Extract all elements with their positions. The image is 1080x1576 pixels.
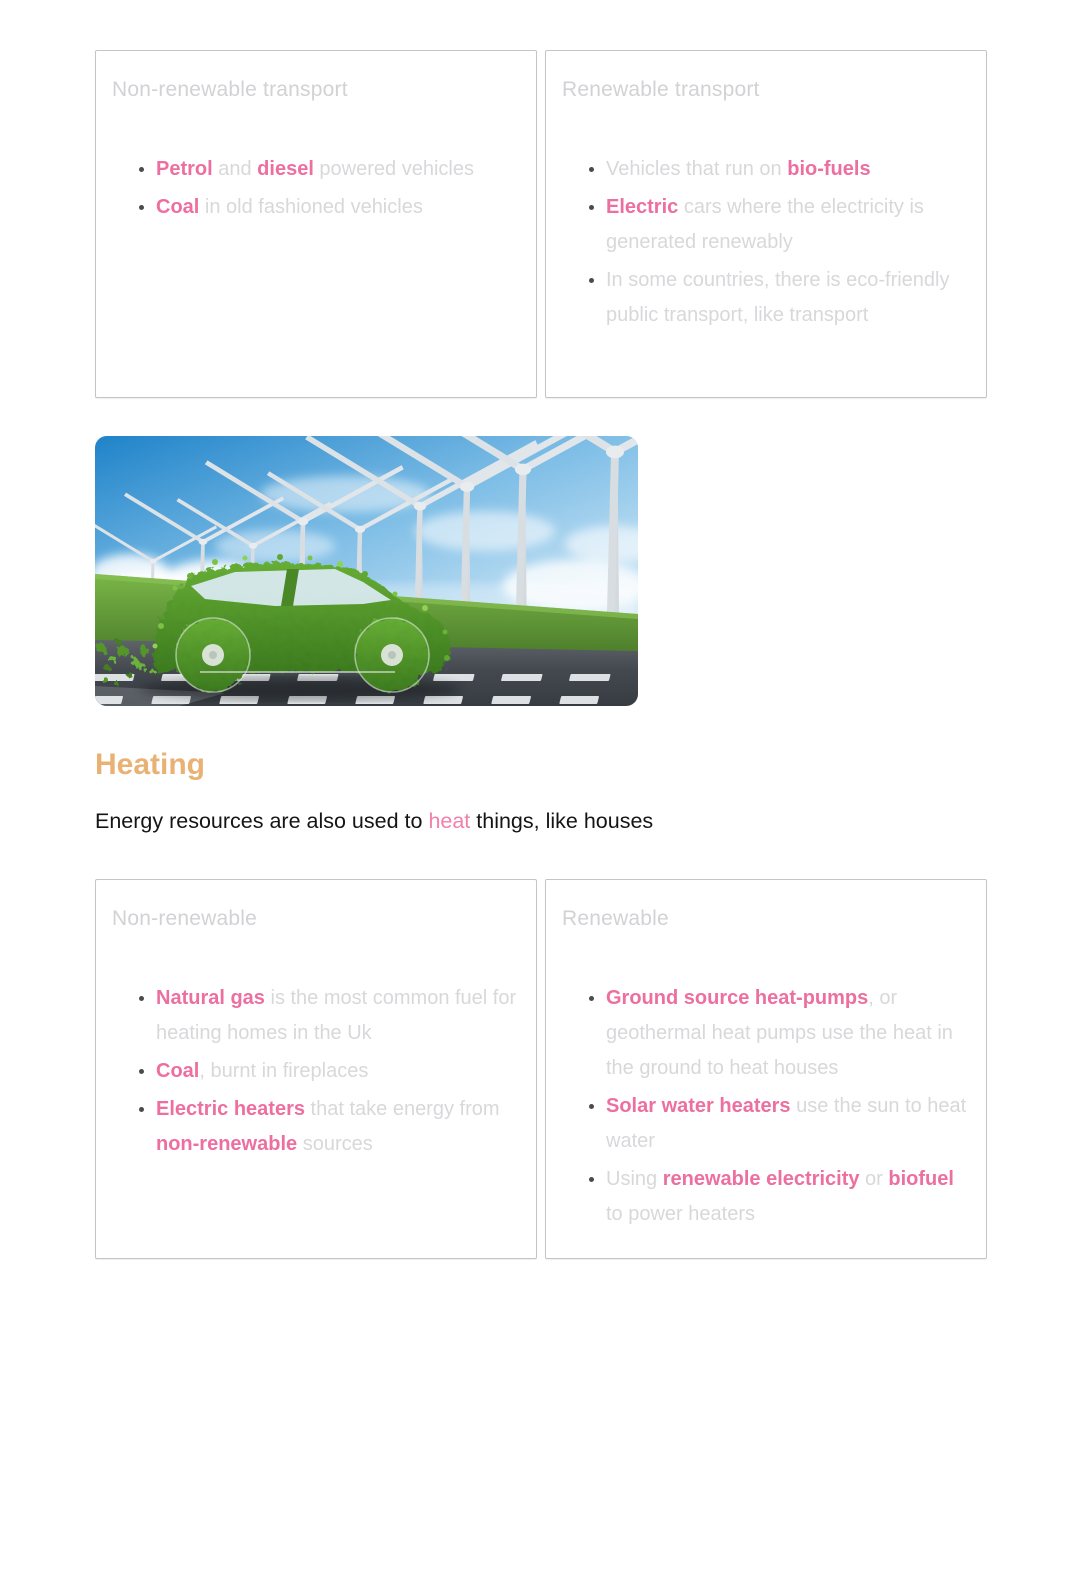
emphasis-text: renewable electricity xyxy=(662,1168,860,1190)
emphasis-text: Solar water heaters xyxy=(606,1095,791,1117)
bullet-item xyxy=(606,190,970,260)
plain-text: Vehicles that run on xyxy=(606,158,788,180)
green-leaf-car-image xyxy=(95,436,638,706)
bullet-item xyxy=(156,981,520,1051)
box-title-renewable-transport: Renewable transport xyxy=(562,78,760,101)
emphasis-text: bio-fuels xyxy=(787,158,871,180)
emphasis-text: Ground source heat-pumps xyxy=(606,987,869,1009)
plain-text: cars where the electricity is generated renewably xyxy=(606,196,924,253)
emphasis-text: Electric heaters xyxy=(156,1098,305,1120)
renewable-heating-box xyxy=(545,879,987,1259)
plain-text: things, like houses xyxy=(470,809,654,833)
non-renewable-heating-box xyxy=(95,879,537,1259)
heating-heading: Heating xyxy=(95,748,206,781)
emphasis-text: heat xyxy=(428,809,471,833)
non-renewable-transport-box xyxy=(95,50,537,398)
bullet-item xyxy=(156,152,520,187)
plain-text: Energy resources are also used to xyxy=(95,809,429,833)
emphasis-text: biofuel xyxy=(888,1168,954,1190)
renewable-transport-box xyxy=(545,50,987,398)
document-page xyxy=(0,50,1080,1259)
emphasis-text: Petrol xyxy=(156,158,213,180)
renewable-heating-list xyxy=(562,981,970,1232)
bullet-item xyxy=(606,263,970,333)
plain-text: in old fashioned vehicles xyxy=(199,196,423,218)
bullet-item xyxy=(606,1162,970,1232)
plain-text: sources xyxy=(297,1133,373,1155)
plain-text: In some countries, there is eco-friendly public transport, like transport xyxy=(606,269,950,326)
box-title-non-renewable-transport: Non-renewable transport xyxy=(112,78,348,101)
plain-text: that take energy from xyxy=(304,1098,500,1120)
plain-text: and xyxy=(212,158,258,180)
bullet-item xyxy=(606,1089,970,1159)
green-leaf-car-illustration xyxy=(95,436,638,706)
non-renewable-transport-list xyxy=(112,152,520,225)
transport-comparison-section xyxy=(95,50,987,398)
plain-text: to power heaters xyxy=(606,1203,755,1225)
heating-comparison-section xyxy=(95,879,987,1259)
plain-text: , burnt in fireplaces xyxy=(199,1060,369,1082)
bullet-item xyxy=(606,152,970,187)
emphasis-text: Electric xyxy=(606,196,679,218)
plain-text: , or geothermal heat pumps use the heat in the ground to heat houses xyxy=(606,987,953,1079)
emphasis-text: Coal xyxy=(156,196,200,218)
emphasis-text: Coal xyxy=(156,1060,200,1082)
box-title-renewable-heating: Renewable xyxy=(562,907,669,930)
plain-text: is the most common fuel for heating homes in the Uk xyxy=(156,987,517,1044)
bullet-item xyxy=(156,190,520,225)
plain-text: Using xyxy=(606,1168,663,1190)
plain-text: powered vehicles xyxy=(313,158,474,180)
bullet-item xyxy=(156,1054,520,1089)
emphasis-text: non-renewable xyxy=(156,1133,298,1155)
heating-intro-paragraph xyxy=(95,808,985,834)
emphasis-text: diesel xyxy=(257,158,314,180)
emphasis-text: Natural gas xyxy=(156,987,265,1009)
plain-text: or xyxy=(859,1168,889,1190)
non-renewable-heating-list xyxy=(112,981,520,1162)
box-title-non-renewable-heating: Non-renewable xyxy=(112,907,258,930)
renewable-transport-list xyxy=(562,152,970,333)
bullet-item xyxy=(156,1092,520,1162)
bullet-item xyxy=(606,981,970,1086)
plain-text: use the sun to heat water xyxy=(606,1095,967,1152)
